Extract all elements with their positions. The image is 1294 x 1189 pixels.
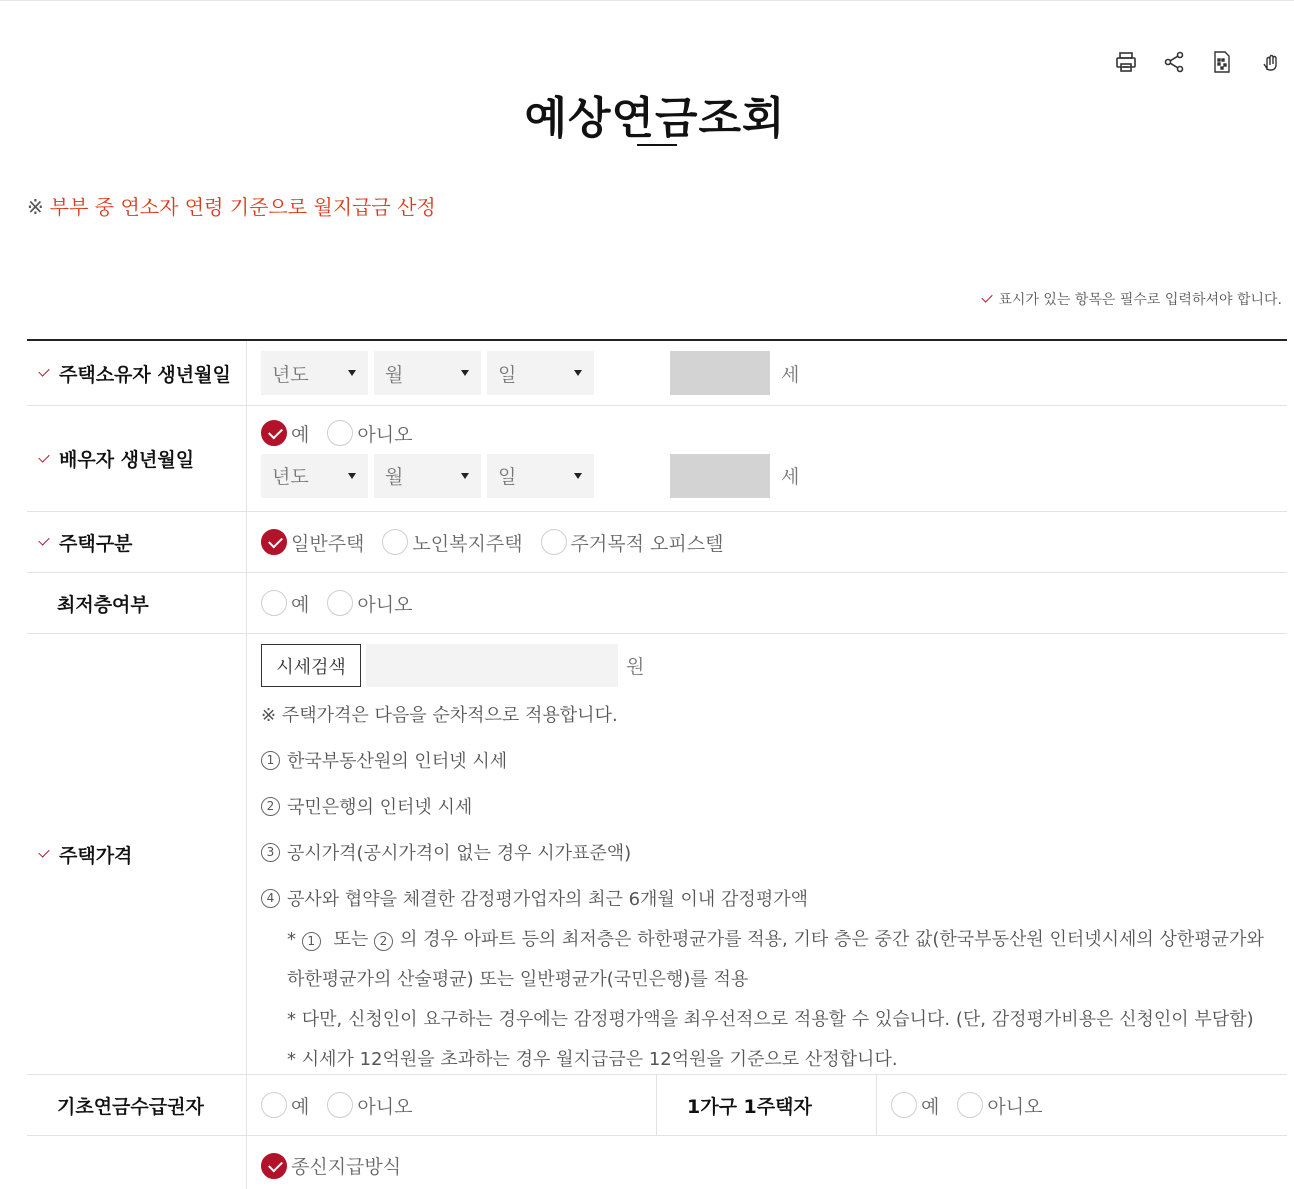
price-note-appraisal: * 다만, 신청인이 요구하는 경우에는 감정평가액을 최우선적으로 적용할 수 있습니다. (단, 감정평가비용은 신청인이 부담함) <box>287 1009 1254 1030</box>
radio-empty-icon <box>327 1092 353 1118</box>
circled-number: 4 <box>261 889 280 908</box>
radio-empty-icon <box>261 1092 287 1118</box>
spouse-no-radio[interactable] <box>327 420 412 447</box>
radio-empty-icon <box>327 420 353 446</box>
owner-month-select[interactable] <box>374 351 481 395</box>
spouse-birth-label <box>27 406 247 511</box>
chevron-down-icon <box>461 370 469 376</box>
lowest-floor-no-radio[interactable] <box>327 590 412 617</box>
required-check-icon <box>38 451 49 462</box>
circled-number: 1 <box>302 932 321 951</box>
circled-number: 2 <box>261 797 280 816</box>
payment-method-field <box>247 1136 1287 1189</box>
row-house-price <box>27 634 1287 1075</box>
spouse-year-select[interactable] <box>261 454 368 498</box>
house-price-input[interactable] <box>366 644 618 687</box>
price-rule-item <box>261 885 1287 911</box>
circled-number: 3 <box>261 843 280 862</box>
radio-checked-icon <box>261 1153 287 1179</box>
house-type-officetel-radio[interactable] <box>541 529 724 556</box>
price-rule-text: 공시가격(공시가격이 없는 경우 시가표준액) <box>287 843 632 864</box>
required-check-icon <box>38 365 49 376</box>
lowest-floor-label: 최저층여부 <box>27 573 247 633</box>
notice-text: 부부 중 연소자 연령 기준으로 월지급금 산정 <box>49 195 436 219</box>
basic-pension-label: 기초연금수급권자 <box>27 1075 247 1135</box>
price-rule-text: 공사와 협약을 체결한 감정평가업자의 최근 6개월 이내 감정평가액 <box>287 889 808 910</box>
price-note-floor-cont: 하한평균가의 산술평균) 또는 일반평균가(국민은행)를 적용 <box>287 969 749 990</box>
basic-pension-no-label: 아니오 <box>357 1095 413 1118</box>
title-underline <box>637 144 677 146</box>
house-type-general-label: 일반주택 <box>291 532 365 555</box>
chevron-down-icon <box>348 370 356 376</box>
house-type-field <box>247 512 1287 572</box>
price-unit: 원 <box>626 656 645 678</box>
payment-lifetime-radio[interactable] <box>261 1152 401 1179</box>
one-house-label: 1가구 1주택자 <box>657 1075 877 1135</box>
price-rule-item <box>261 747 1287 773</box>
price-search-button[interactable]: 시세검색 <box>261 644 361 687</box>
age-notice <box>27 191 436 220</box>
house-type-officetel-label: 주거목적 오피스텔 <box>570 532 724 555</box>
spouse-month-value: 월 <box>385 466 404 488</box>
radio-empty-icon <box>541 529 567 555</box>
radio-empty-icon <box>382 529 408 555</box>
spouse-day-value: 일 <box>498 466 517 488</box>
spouse-age-display <box>670 454 770 498</box>
price-rule-item <box>261 839 1287 865</box>
owner-birth-label-text: 주택소유자 생년월일 <box>59 363 231 386</box>
payment-lifetime-label: 종신지급방식 <box>291 1156 402 1178</box>
radio-checked-icon <box>261 420 287 446</box>
spouse-age-unit: 세 <box>781 466 800 488</box>
one-house-yes-label: 예 <box>921 1095 940 1118</box>
spouse-no-label: 아니오 <box>357 423 413 446</box>
spouse-birth-label-text: 배우자 생년월일 <box>59 449 195 471</box>
owner-day-select[interactable] <box>487 351 594 395</box>
pension-form <box>27 339 1287 1189</box>
chevron-down-icon <box>574 370 582 376</box>
print-icon[interactable] <box>1102 46 1150 78</box>
required-check-icon <box>38 534 49 545</box>
note-text: 또는 <box>327 929 374 950</box>
row-owner-birth <box>27 341 1287 406</box>
house-type-label <box>27 512 247 572</box>
circled-number: 1 <box>261 751 280 770</box>
note-text: 의 경우 아파트 등의 최저층은 하한평균가를 적용, 기타 층은 중간 값(한국부동산원 인터넷시세의 상한평균가와 <box>399 929 1264 950</box>
basic-pension-yes-radio[interactable] <box>261 1092 309 1119</box>
basic-pension-no-radio[interactable] <box>327 1092 412 1119</box>
required-note <box>982 289 1282 309</box>
house-type-general-radio[interactable] <box>261 529 364 556</box>
owner-age-unit: 세 <box>781 363 800 386</box>
radio-empty-icon <box>891 1092 917 1118</box>
one-house-no-radio[interactable] <box>957 1092 1042 1119</box>
price-note-floor <box>261 929 1287 951</box>
row-spouse-birth <box>27 406 1287 512</box>
price-note-cap: * 시세가 12억원을 초과하는 경우 월지급금은 12억원을 기준으로 산정합니다. <box>287 1049 898 1070</box>
circled-number: 2 <box>374 932 393 951</box>
touch-icon[interactable] <box>1246 46 1294 78</box>
lowest-floor-yes-radio[interactable] <box>261 590 309 617</box>
one-house-no-label: 아니오 <box>987 1095 1043 1118</box>
lowest-floor-field <box>247 573 1287 633</box>
required-note-text: 표시가 있는 항목은 필수로 입력하셔야 합니다. <box>998 292 1282 308</box>
required-check-icon <box>38 846 49 857</box>
owner-birth-field <box>247 341 1287 405</box>
owner-year-select[interactable] <box>261 351 368 395</box>
spouse-yes-radio[interactable] <box>261 420 309 447</box>
payment-method-label <box>27 1136 247 1189</box>
price-rule-text: 한국부동산원의 인터넷 시세 <box>287 751 508 772</box>
owner-day-value: 일 <box>498 363 517 386</box>
owner-year-value: 년도 <box>272 363 309 386</box>
house-type-label-text: 주택구분 <box>59 532 133 555</box>
owner-birth-label <box>27 341 247 405</box>
one-house-field <box>877 1075 1287 1135</box>
top-divider <box>0 0 1294 1</box>
row-house-type <box>27 512 1287 573</box>
owner-age-display <box>670 351 770 395</box>
house-price-label-text: 주택가격 <box>59 844 133 867</box>
radio-checked-icon <box>261 529 287 555</box>
basic-pension-yes-label: 예 <box>291 1095 310 1118</box>
row-basic-pension <box>27 1075 1287 1136</box>
qr-code-icon[interactable] <box>1198 46 1246 78</box>
house-price-label <box>27 634 247 1074</box>
one-house-yes-radio[interactable] <box>891 1092 939 1119</box>
row-lowest-floor <box>27 573 1287 634</box>
house-type-senior-radio[interactable] <box>382 529 522 556</box>
chevron-down-icon <box>574 473 582 479</box>
page-title: 예상연금조회 <box>524 93 786 144</box>
spouse-year-value: 년도 <box>272 466 309 488</box>
spouse-day-select[interactable] <box>487 454 594 498</box>
notice-mark: ※ <box>27 195 44 219</box>
radio-empty-icon <box>957 1092 983 1118</box>
lowest-floor-yes-label: 예 <box>291 593 310 616</box>
price-rule-text: 국민은행의 인터넷 시세 <box>287 797 473 818</box>
spouse-month-select[interactable] <box>374 454 481 498</box>
price-rule-item <box>261 793 1287 819</box>
radio-empty-icon <box>327 590 353 616</box>
share-icon[interactable] <box>1150 46 1198 78</box>
house-type-senior-label: 노인복지주택 <box>412 532 523 555</box>
spouse-birth-field <box>247 406 1287 511</box>
note-prefix: * <box>287 929 302 950</box>
basic-pension-field <box>247 1075 657 1135</box>
chevron-down-icon <box>461 473 469 479</box>
utility-toolbar <box>1102 46 1294 78</box>
radio-empty-icon <box>261 590 287 616</box>
lowest-floor-no-label: 아니오 <box>357 593 413 616</box>
price-rule-heading: ※ 주택가격은 다음을 순차적으로 적용합니다. <box>261 705 618 726</box>
row-payment-method <box>27 1136 1287 1189</box>
spouse-yes-label: 예 <box>291 423 310 446</box>
required-check-icon <box>982 291 993 302</box>
owner-month-value: 월 <box>385 363 404 386</box>
house-price-field <box>247 634 1287 1074</box>
chevron-down-icon <box>348 473 356 479</box>
